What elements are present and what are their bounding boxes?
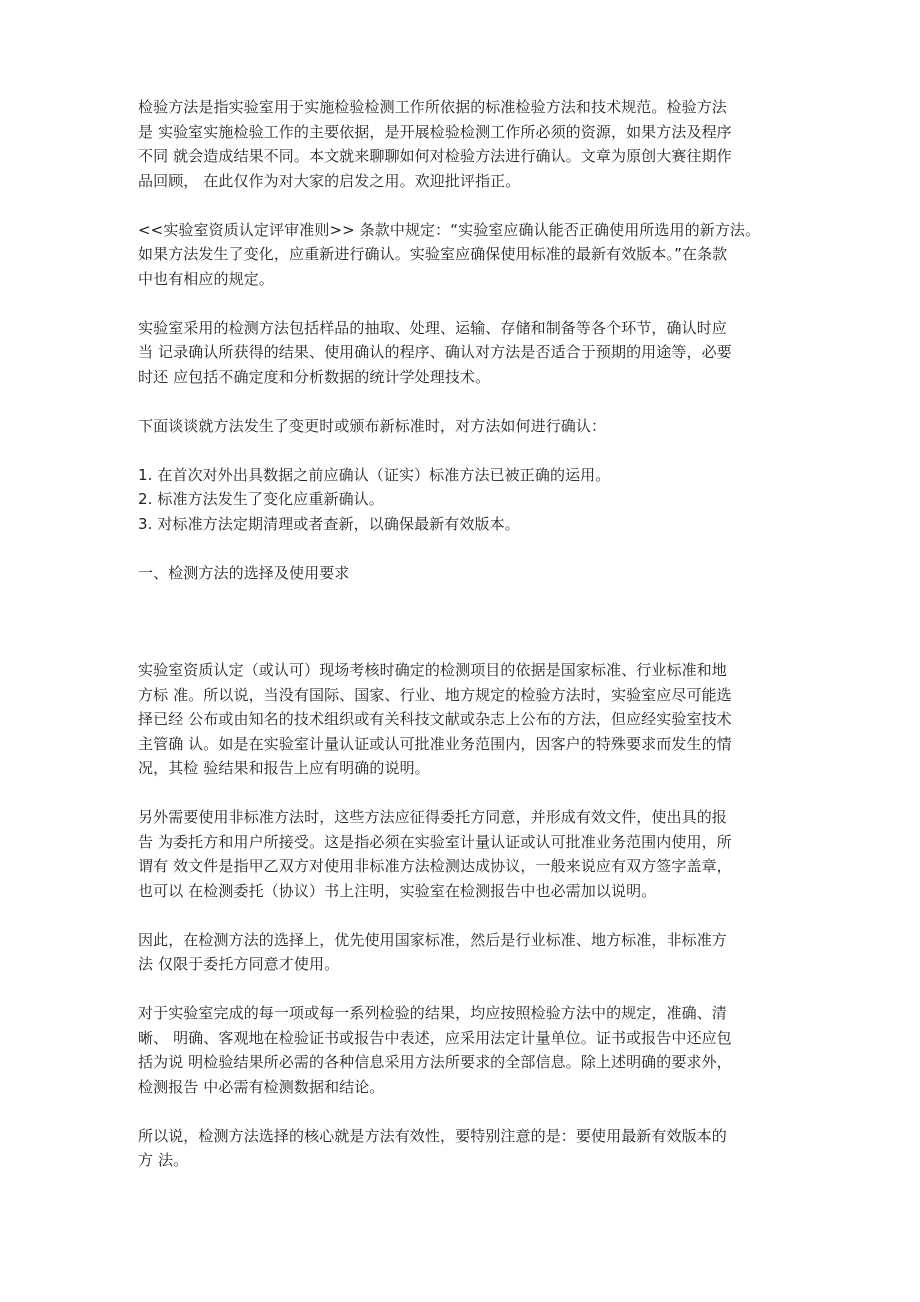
text-line: 对于实验室完成的每一项或每一系列检验的结果，均应按照检验方法中的规定，准确、清 — [138, 1004, 727, 1022]
text-line: 择已经 公布或由知名的技术组织或有关科技文献或杂志上公布的方法，但应经实验室技术 — [138, 710, 732, 728]
text-line: 方标 准。所以说，当没有国际、国家、行业、地方规定的检验方法时，实验室应尽可能选 — [138, 685, 732, 704]
text-line: 晰、 明确、客观地在检验证书或报告中表述，应采用法定计量单位。证书或报告中还应包 — [138, 1028, 732, 1047]
text-line: 谓有 效文件是指甲乙双方对使用非标准方法检测达成协议，一般来说应有双方签字盖章， — [138, 857, 732, 875]
text-line: 时还 应包括不确定度和分析数据的统计学处理技术。 — [138, 367, 491, 386]
text-line: 是 实验室实施检验工作的主要依据，是开展检验检测工作所必须的资源，如果方法及程序 — [138, 122, 732, 141]
text-line: 中也有相应的规定。 — [138, 269, 274, 288]
text-line: 所以说，检测方法选择的核心就是方法有效性，要特别注意的是：要使用最新有效版本的 — [138, 1126, 727, 1145]
list-item: 3. 对标准方法定期清理或者查新，以确保最新有效版本。 — [138, 514, 520, 533]
confirmation-steps-list — [138, 463, 798, 537]
text-line: 方 法。 — [138, 1151, 189, 1169]
text-line: 法 仅限于委托方同意才使用。 — [138, 955, 340, 973]
text-line: 检验方法是指实验室用于实施检验检测工作所依据的标准检验方法和技术规范。检验方法 — [138, 98, 727, 116]
text-line: 品回顾， 在此仅作为对大家的启发之用。欢迎批评指正。 — [138, 171, 521, 190]
conclusion-paragraph — [138, 1124, 798, 1173]
regulation-paragraph — [138, 218, 798, 292]
text-line: 因此，在检测方法的选择上，优先使用国家标准，然后是行业标准、地方标准，非标准方 — [138, 930, 727, 949]
text-line: 也可以 在检测委托（协议）书上注明，实验室在检测报告中也必需加以说明。 — [138, 881, 657, 900]
document-body — [138, 95, 798, 1197]
priority-paragraph — [138, 928, 798, 977]
text-line: 当 记录确认所获得的结果、使用确认的程序、确认对方法是否适合于预期的用途等，必要 — [138, 343, 732, 361]
text-line: 况，其检 验结果和报告上应有明确的说明。 — [138, 759, 430, 777]
text-line: 如果方法发生了变化，应重新进行确认。实验室应确保使用标准的最新有效版本。”在条款 — [138, 245, 728, 263]
text-line: 不同 就会造成结果不同。本文就来聊聊如何对检验方法进行确认。文章为原创大赛往期作 — [138, 147, 732, 165]
text-line: 主管确 认。如是在实验室计量认证或认可批准业务范围内，因客户的特殊要求而发生的情 — [138, 734, 732, 753]
text-line: 下面谈谈就方法发生了变更时或颁布新标准时，对方法如何进行确认： — [138, 416, 607, 435]
text-line: 另外需要使用非标准方法时，这些方法应征得委托方同意，并形成有效文件，使出具的报 — [138, 808, 727, 826]
text-line: <<实验室资质认定评审准则>> 条款中规定：“实验室应确认能否正确使用所选用的新方法。 — [138, 220, 761, 239]
reporting-paragraph — [138, 1001, 798, 1099]
non-standard-paragraph — [138, 805, 798, 903]
basis-paragraph — [138, 658, 798, 781]
text-line: 告 为委托方和用户所接受。这是指必须在实验室计量认证或认可批准业务范围内使用，所 — [138, 832, 732, 851]
text-line: 检测报告 中必需有检测数据和结论。 — [138, 1077, 385, 1096]
section-heading: 一、检测方法的选择及使用要求 — [138, 563, 350, 582]
intro-paragraph — [138, 95, 798, 193]
lead-in-paragraph — [138, 414, 798, 439]
list-item: 1. 在首次对外出具数据之前应确认（证实）标准方法已被正确的运用。 — [138, 465, 611, 484]
methods-paragraph — [138, 316, 798, 390]
text-line: 括为说 明检验结果所必需的各种信息采用方法所要求的全部信息。除上述明确的要求外， — [138, 1053, 732, 1071]
text-line: 实验室资质认定（或认可）现场考核时确定的检测项目的依据是国家标准、行业标准和地 — [138, 661, 727, 679]
list-item: 2. 标准方法发生了变化应重新确认。 — [138, 490, 384, 508]
text-line: 实验室采用的检测方法包括样品的抽取、处理、运输、存储和制备等各个环节，确认时应 — [138, 318, 727, 337]
